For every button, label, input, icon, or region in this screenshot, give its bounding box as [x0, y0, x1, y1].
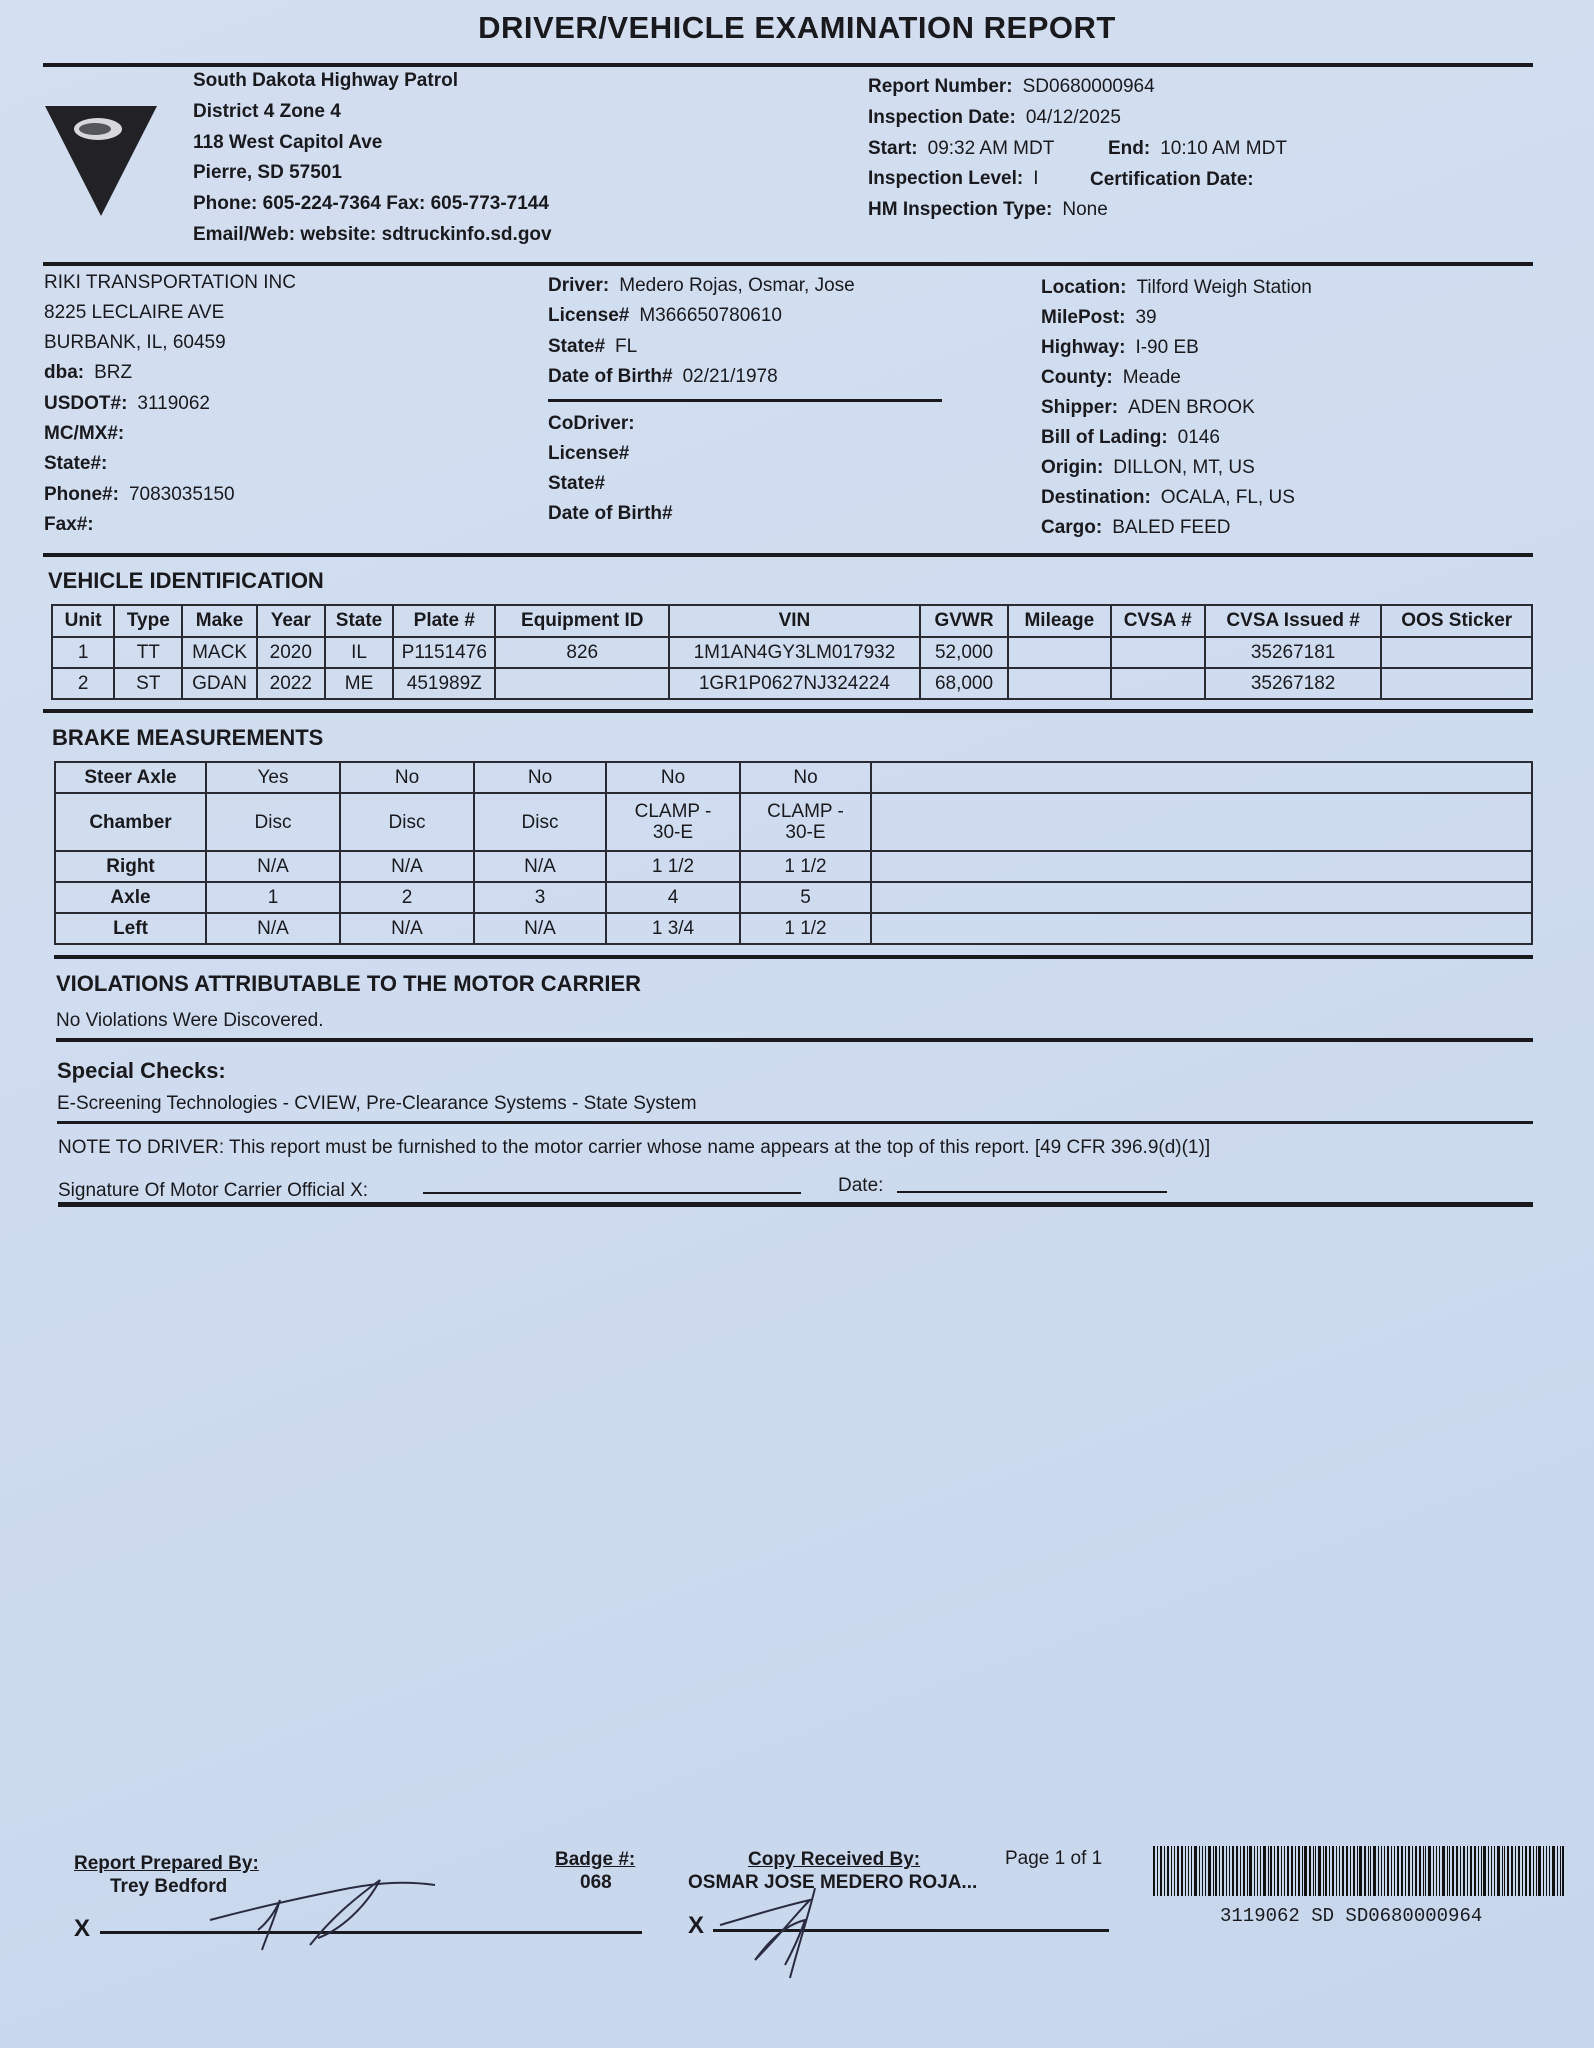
cell: 1 1/2	[606, 851, 740, 882]
cell: Disc	[474, 793, 606, 851]
empty-cell	[871, 913, 1532, 944]
empty-cell	[871, 882, 1532, 913]
prepared-by-name: Trey Bedford	[110, 1876, 228, 1897]
prepared-by-label: Report Prepared By:	[74, 1853, 259, 1874]
axle-label: Axle	[55, 882, 206, 913]
county-field: County: Meade	[1041, 367, 1181, 388]
cell: CLAMP - 30-E	[740, 793, 871, 851]
prepared-by-signature	[200, 1860, 450, 1955]
cell: 1	[52, 637, 114, 668]
codriver-name: CoDriver:	[548, 413, 635, 434]
table-row	[52, 668, 1532, 699]
brake-table	[54, 761, 1533, 945]
note-rule	[57, 1121, 1533, 1124]
cell: 2020	[257, 637, 325, 668]
prepared-by-x: X	[74, 1915, 91, 1942]
col-year: Year	[257, 605, 325, 637]
cell: 3	[474, 882, 606, 913]
shipper-field: Shipper: ADEN BROOK	[1041, 397, 1255, 418]
driver-name: Driver: Medero Rojas, Osmar, Jose	[548, 275, 855, 296]
vehicle-table	[51, 604, 1533, 700]
carrier-dba: dba: BRZ	[44, 362, 133, 383]
vehicle-section-title: VEHICLE IDENTIFICATION	[48, 568, 324, 593]
report-title: DRIVER/VEHICLE EXAMINATION REPORT	[478, 10, 1116, 45]
barcode	[1153, 1846, 1566, 1896]
col-equipment-id: Equipment ID	[495, 605, 669, 637]
empty-cell	[871, 793, 1532, 851]
carrier-usdot: USDOT#: 3119062	[44, 393, 210, 414]
cell: 5	[740, 882, 871, 913]
col-make: Make	[182, 605, 256, 637]
cell: 52,000	[920, 637, 1008, 668]
cell: N/A	[474, 913, 606, 944]
inspection-date-field: Inspection Date: 04/12/2025	[868, 107, 1121, 128]
vehicle-section-rule	[43, 553, 1533, 557]
cell: No	[340, 762, 474, 793]
cell: IL	[325, 637, 393, 668]
end-time-field: End: 10:10 AM MDT	[1108, 138, 1287, 159]
cell: Disc	[340, 793, 474, 851]
brake-row-steer	[55, 762, 1532, 793]
cell: 35267181	[1205, 637, 1382, 668]
cell	[1008, 637, 1110, 668]
col-mileage: Mileage	[1008, 605, 1110, 637]
brake-row-right	[55, 851, 1532, 882]
cell	[1111, 668, 1205, 699]
location-field: Location: Tilford Weigh Station	[1041, 277, 1312, 298]
page-indicator: Page 1 of 1	[1005, 1848, 1103, 1869]
signature-label: Signature Of Motor Carrier Official X:	[58, 1180, 369, 1201]
origin-field: Origin: DILLON, MT, US	[1041, 457, 1255, 478]
cell: No	[474, 762, 606, 793]
codriver-license: License#	[548, 443, 630, 464]
footer-rule	[58, 1202, 1533, 1207]
cell: 1 1/2	[740, 913, 871, 944]
col-oos-sticker: OOS Sticker	[1381, 605, 1532, 637]
special-checks-rule	[56, 1038, 1533, 1042]
cell: N/A	[206, 913, 340, 944]
cell: 826	[495, 637, 669, 668]
col-plate: Plate #	[393, 605, 495, 637]
cell: N/A	[474, 851, 606, 882]
date-line	[897, 1191, 1167, 1193]
col-cvsa-issued: CVSA Issued #	[1205, 605, 1382, 637]
col-cvsa: CVSA #	[1111, 605, 1205, 637]
cell: GDAN	[182, 668, 256, 699]
col-unit: Unit	[52, 605, 114, 637]
cell: 35267182	[1205, 668, 1382, 699]
special-checks-text: E-Screening Technologies - CVIEW, Pre-Clearance Systems - State System	[57, 1093, 697, 1114]
copy-received-x: X	[688, 1912, 705, 1939]
cell: 1 3/4	[606, 913, 740, 944]
brake-section-rule	[43, 709, 1533, 713]
cell: MACK	[182, 637, 256, 668]
barcode-text: 3119062 SD SD0680000964	[1220, 1905, 1483, 1927]
left-label: Left	[55, 913, 206, 944]
agency-phone-fax: Phone: 605-224-7364 Fax: 605-773-7144	[193, 193, 549, 214]
brake-section-title: BRAKE MEASUREMENTS	[52, 725, 324, 750]
header-rule-top	[43, 63, 1533, 67]
badge-label: Badge #:	[555, 1849, 636, 1870]
cell	[1381, 637, 1532, 668]
certification-date-field: Certification Date:	[1090, 169, 1254, 190]
cell: 451989Z	[393, 668, 495, 699]
agency-district: District 4 Zone 4	[193, 101, 341, 122]
carrier-name: RIKI TRANSPORTATION INC	[44, 272, 296, 293]
carrier-fax: Fax#:	[44, 514, 94, 535]
cell: 1	[206, 882, 340, 913]
col-type: Type	[114, 605, 182, 637]
driver-divider	[548, 399, 942, 402]
cell: No	[740, 762, 871, 793]
carrier-address2: BURBANK, IL, 60459	[44, 332, 226, 353]
hm-inspection-type-field: HM Inspection Type: None	[868, 199, 1108, 220]
codriver-state: State#	[548, 473, 606, 494]
report-number-field: Report Number: SD0680000964	[868, 76, 1155, 97]
carrier-address1: 8225 LECLAIRE AVE	[44, 302, 225, 323]
cell: 2022	[257, 668, 325, 699]
carrier-phone: Phone#: 7083035150	[44, 484, 235, 505]
violations-rule	[54, 955, 1533, 959]
cell: CLAMP - 30-E	[606, 793, 740, 851]
carrier-state: State#:	[44, 453, 108, 474]
cell: ST	[114, 668, 182, 699]
date-label: Date:	[838, 1175, 884, 1196]
cell: 2	[340, 882, 474, 913]
agency-address1: 118 West Capitol Ave	[193, 132, 383, 153]
inspection-level-field: Inspection Level: I	[868, 168, 1039, 189]
col-gvwr: GVWR	[920, 605, 1008, 637]
copy-received-label: Copy Received By:	[748, 1849, 921, 1870]
cell: 4	[606, 882, 740, 913]
vehicle-table-header	[52, 605, 1532, 637]
violations-text: No Violations Were Discovered.	[56, 1010, 324, 1031]
carrier-mcmx: MC/MX#:	[44, 423, 125, 444]
agency-email-web: Email/Web: website: sdtruckinfo.sd.gov	[193, 224, 552, 245]
brake-row-chamber	[55, 793, 1532, 851]
right-label: Right	[55, 851, 206, 882]
copy-received-name: OSMAR JOSE MEDERO ROJA...	[688, 1872, 978, 1893]
cell	[1111, 637, 1205, 668]
badge-number: 068	[580, 1872, 612, 1893]
col-vin: VIN	[669, 605, 920, 637]
brake-row-left	[55, 913, 1532, 944]
cell: TT	[114, 637, 182, 668]
cell	[1008, 668, 1110, 699]
cell: N/A	[340, 913, 474, 944]
col-state: State	[325, 605, 393, 637]
cell: 2	[52, 668, 114, 699]
bill-of-lading-field: Bill of Lading: 0146	[1041, 427, 1220, 448]
cell: 1GR1P0627NJ324224	[669, 668, 920, 699]
milepost-field: MilePost: 39	[1041, 307, 1157, 328]
steer-axle-label: Steer Axle	[55, 762, 206, 793]
cell: 1M1AN4GY3LM017932	[669, 637, 920, 668]
destination-field: Destination: OCALA, FL, US	[1041, 487, 1295, 508]
empty-cell	[871, 762, 1532, 793]
special-checks-title: Special Checks:	[57, 1058, 226, 1083]
violations-title: VIOLATIONS ATTRIBUTABLE TO THE MOTOR CARRIER	[56, 971, 642, 996]
codriver-dob: Date of Birth#	[548, 503, 673, 524]
driver-license: License# M366650780610	[548, 305, 782, 326]
driver-dob: Date of Birth# 02/21/1978	[548, 366, 778, 387]
cell: 68,000	[920, 668, 1008, 699]
note-to-driver: NOTE TO DRIVER: This report must be furnished to the motor carrier whose name appears at the top of this report. [49 CFR 396.9(d)(1)]	[58, 1137, 1211, 1158]
copy-received-signature	[715, 1880, 875, 1990]
highway-field: Highway: I-90 EB	[1041, 337, 1199, 358]
cell	[495, 668, 669, 699]
agency-address2: Pierre, SD 57501	[193, 162, 342, 183]
cell: N/A	[206, 851, 340, 882]
cell: 1 1/2	[740, 851, 871, 882]
cell	[1381, 668, 1532, 699]
brake-row-axle	[55, 882, 1532, 913]
cell: Disc	[206, 793, 340, 851]
cell: ME	[325, 668, 393, 699]
signature-line	[423, 1192, 801, 1194]
table-row	[52, 637, 1532, 668]
highway-patrol-logo	[43, 102, 159, 218]
cell: Yes	[206, 762, 340, 793]
cell: N/A	[340, 851, 474, 882]
cell: No	[606, 762, 740, 793]
cell: P1151476	[393, 637, 495, 668]
start-time-field: Start: 09:32 AM MDT	[868, 138, 1055, 159]
driver-state: State# FL	[548, 336, 638, 357]
agency-name: South Dakota Highway Patrol	[193, 70, 458, 91]
chamber-label: Chamber	[55, 793, 206, 851]
cargo-field: Cargo: BALED FEED	[1041, 517, 1231, 538]
header-rule-bottom	[43, 262, 1533, 266]
empty-cell	[871, 851, 1532, 882]
